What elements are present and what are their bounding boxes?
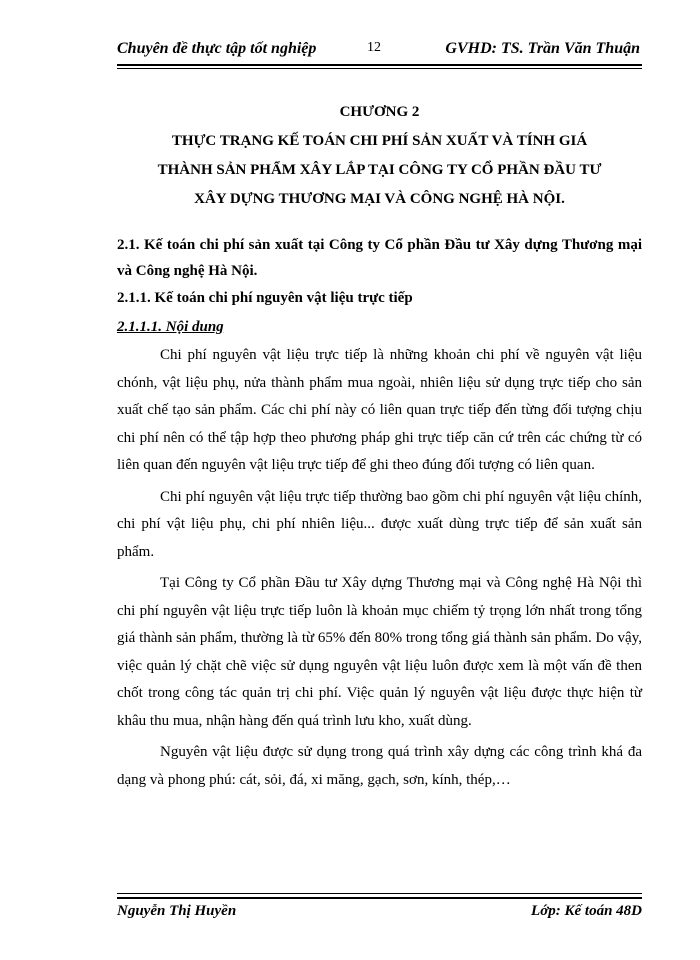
- header-rule-thin: [117, 68, 642, 69]
- section-heading: 2.1. Kế toán chi phí sản xuất tại Công ty Cổ phần Đầu tư Xây dựng Thương mại và Công nghệ Hà Nội.: [117, 237, 642, 279]
- chapter-number: CHƯƠNG 2: [339, 104, 420, 120]
- chapter-heading: [117, 98, 642, 214]
- header-supervisor: GVHD: TS. Trần Văn Thuận: [445, 40, 640, 57]
- page-header: [117, 40, 640, 64]
- header-page-number: 12: [367, 40, 381, 55]
- footer-rule-thin: [117, 893, 642, 894]
- chapter-title-line: THÀNH SẢN PHẨM XÂY LẮP TẠI CÔNG TY CỔ PHẦN ĐẦU TƯ: [157, 162, 602, 178]
- subsubsection-heading: 2.1.1.1. Nội dung: [117, 319, 224, 335]
- header-report-title: Chuyên đề thực tập tốt nghiệp: [117, 40, 317, 57]
- body-content: [117, 232, 642, 798]
- footer-rule-thick: [117, 897, 642, 899]
- body-paragraph: Chi phí nguyên vật liệu trực tiếp là những khoản chi phí về nguyên vật liệu chónh, vật liệu phụ, nửa thành phẩm mua ngoài, nhiên liệu sử dụng trực tiếp cho sản xuất chế tạo sản phẩm. Các chi phí này có liên quan trực tiếp đến từng đối tượng chịu chi phí nên có thể tập hợp theo phương pháp ghi trực tiếp căn cứ trên các chứng từ có liên quan đến nguyên vật liệu trực tiếp để ghi theo đúng đối tượng có liên quan.: [117, 347, 642, 473]
- body-paragraph: Chi phí nguyên vật liệu trực tiếp thường bao gồm chi phí nguyên vật liệu chính, chi phí vật liệu phụ, chi phí nhiên liệu... được xuất dùng trực tiếp để sản xuất sản phẩm.: [117, 488, 642, 560]
- footer-author: Nguyễn Thị Huyền: [117, 903, 237, 919]
- chapter-title-line: XÂY DỰNG THƯƠNG MẠI VÀ CÔNG NGHỆ HÀ NỘI.: [194, 191, 565, 207]
- body-paragraph: Tại Công ty Cổ phần Đầu tư Xây dựng Thương mại và Công nghệ Hà Nội thì chi phí nguyên vật liệu trực tiếp luôn là khoản mục chiếm tỷ trọng lớn nhất trong tổng giá thành sản phẩm, thường là từ 65% đến 80% trong tổng giá thành sản phẩm. Do vậy, việc quản lý chặt chẽ việc sử dụng nguyên vật liệu luôn được xem là một vấn đề then chốt trong công tác quản trị chi phí. Việc quản lý nguyên vật liệu được thực hiện từ khâu thu mua, nhận hàng đến quá trình lưu kho, xuất dùng.: [117, 575, 642, 729]
- subsection-heading: 2.1.1. Kế toán chi phí nguyên vật liệu trực tiếp: [117, 290, 413, 306]
- footer-class: Lớp: Kế toán 48D: [531, 903, 642, 919]
- chapter-title-line: THỰC TRẠNG KẾ TOÁN CHI PHÍ SẢN XUẤT VÀ TÍNH GIÁ: [171, 133, 588, 149]
- page-footer: [117, 903, 642, 927]
- header-rule-thick: [117, 64, 642, 66]
- body-paragraph: Nguyên vật liệu được sử dụng trong quá trình xây dựng các công trình khá đa dạng và phong phú: cát, sỏi, đá, xi măng, gạch, sơn, kính, thép,…: [117, 744, 642, 788]
